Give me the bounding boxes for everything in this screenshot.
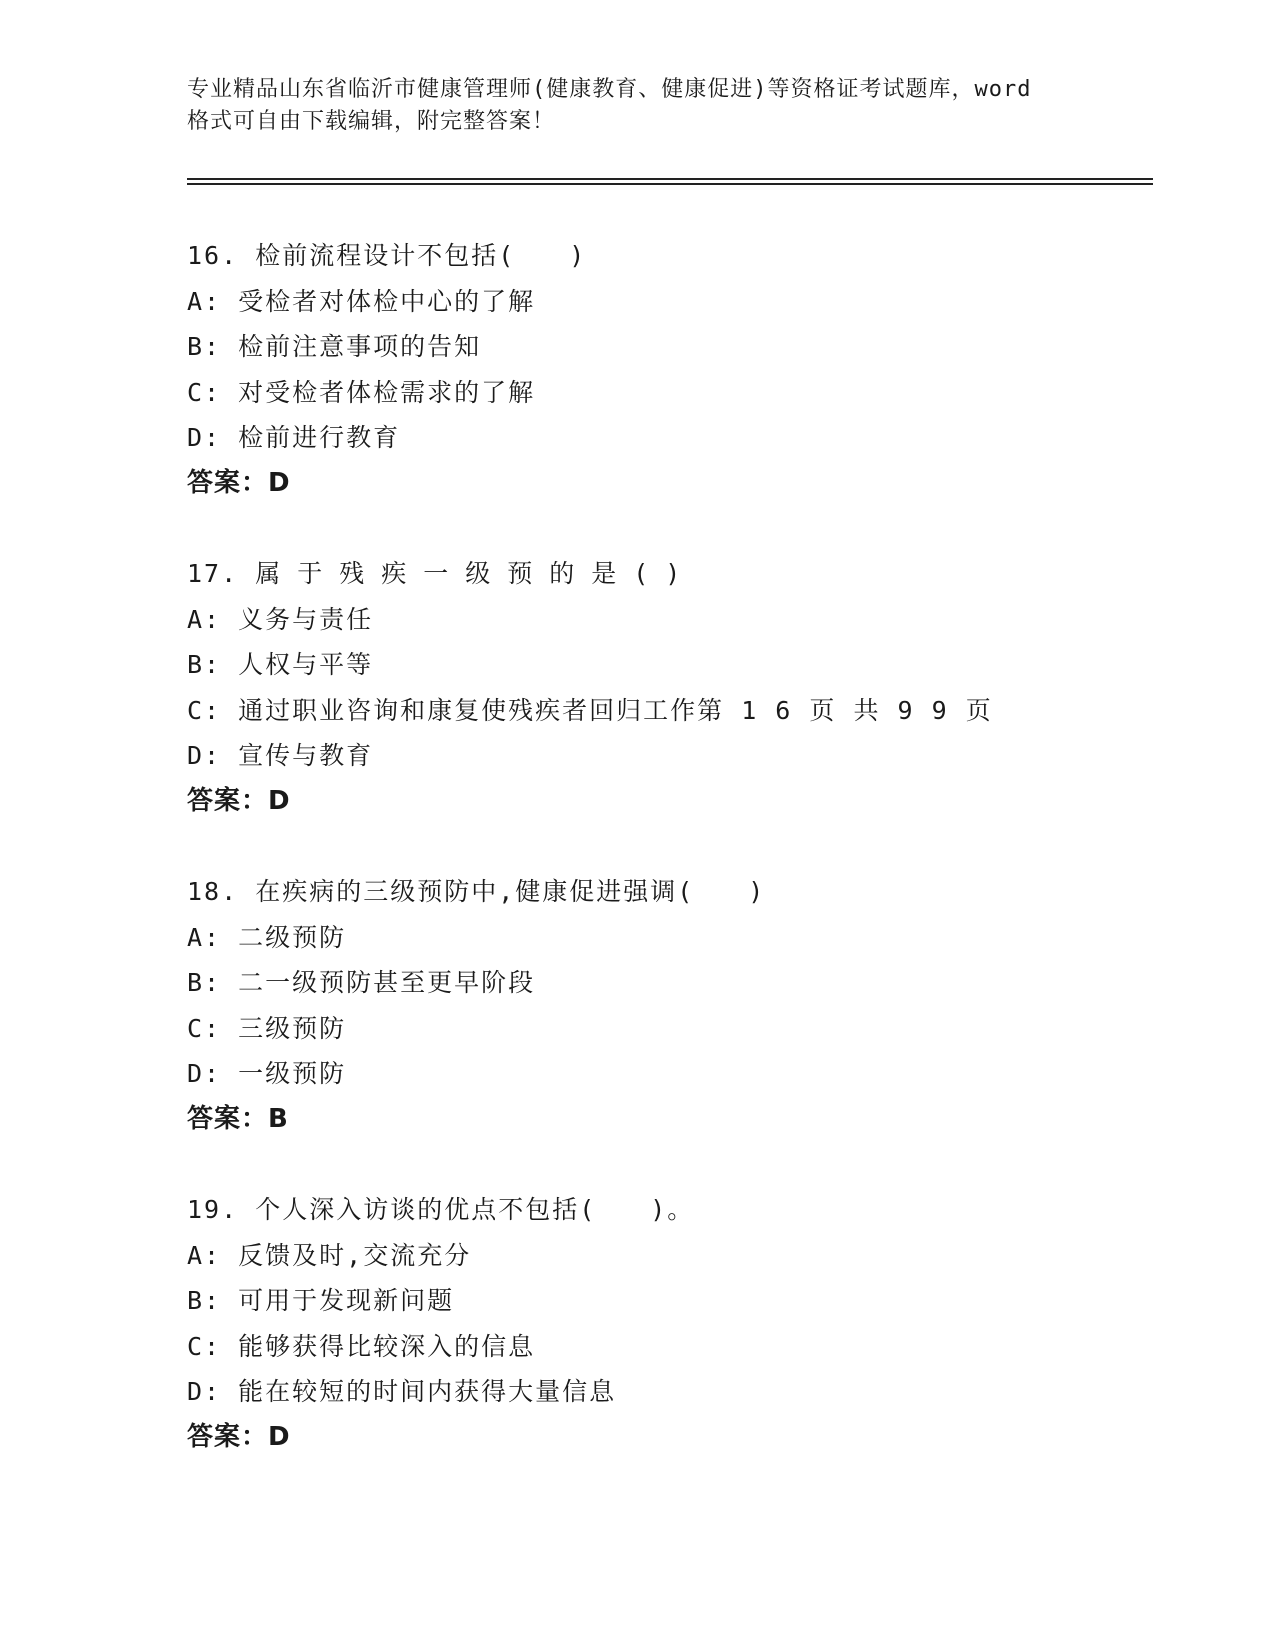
question-17: [187, 551, 1127, 824]
option-a: A: 义务与责任: [187, 604, 374, 634]
option-d: D: 能在较短的时间内获得大量信息: [187, 1377, 617, 1406]
option-b: B: 二一级预防甚至更早阶段: [187, 968, 536, 997]
question-stem: 16. 检前流程设计不包括( ): [187, 241, 587, 270]
question-number: 17.: [187, 559, 256, 588]
question-18: [187, 869, 1127, 1142]
option-a: A: 反馈及时,交流充分: [187, 1240, 472, 1270]
option-c: C: 三级预防: [187, 1013, 347, 1043]
option-c: C: 通过职业咨询和康复使残疾者回归工作第 1 6 页 共 9 9 页: [187, 695, 993, 725]
option-b: B: 可用于发现新问题: [187, 1286, 455, 1315]
option-d: D: 一级预防: [187, 1059, 347, 1088]
question-stem: 19. 个人深入访谈的优点不包括( )。: [187, 1195, 695, 1224]
header-rule-top: [187, 178, 1153, 180]
option-a: A: 受检者对体检中心的了解: [187, 286, 536, 316]
answer: 答案：D: [187, 1421, 291, 1452]
answer: 答案：B: [187, 1103, 289, 1134]
question-stem: [187, 551, 1127, 597]
option-a: A: 二级预防: [187, 922, 347, 952]
header-line-2: 格式可自由下载编辑，附完整答案！: [187, 109, 556, 134]
question-text: 属于残疾一级预的是(): [255, 559, 698, 588]
option-c: C: 对受检者体检需求的了解: [187, 377, 536, 407]
question-16: [187, 233, 1127, 506]
header-rule-bottom: [187, 183, 1153, 185]
question-stem: 18. 在疾病的三级预防中,健康促进强调( ): [187, 877, 766, 906]
header-line-1: 专业精品山东省临沂市健康管理师(健康教育、健康促进)等资格证考试题库，word: [187, 77, 1032, 102]
document-header: [187, 74, 1087, 138]
answer: 答案：D: [187, 467, 291, 498]
option-d: D: 宣传与教育: [187, 741, 374, 770]
question-19: [187, 1187, 1127, 1460]
option-b: B: 人权与平等: [187, 650, 374, 679]
option-d: D: 检前进行教育: [187, 423, 401, 452]
option-c: C: 能够获得比较深入的信息: [187, 1331, 536, 1361]
option-b: B: 检前注意事项的告知: [187, 332, 482, 361]
answer: 答案：D: [187, 785, 291, 816]
